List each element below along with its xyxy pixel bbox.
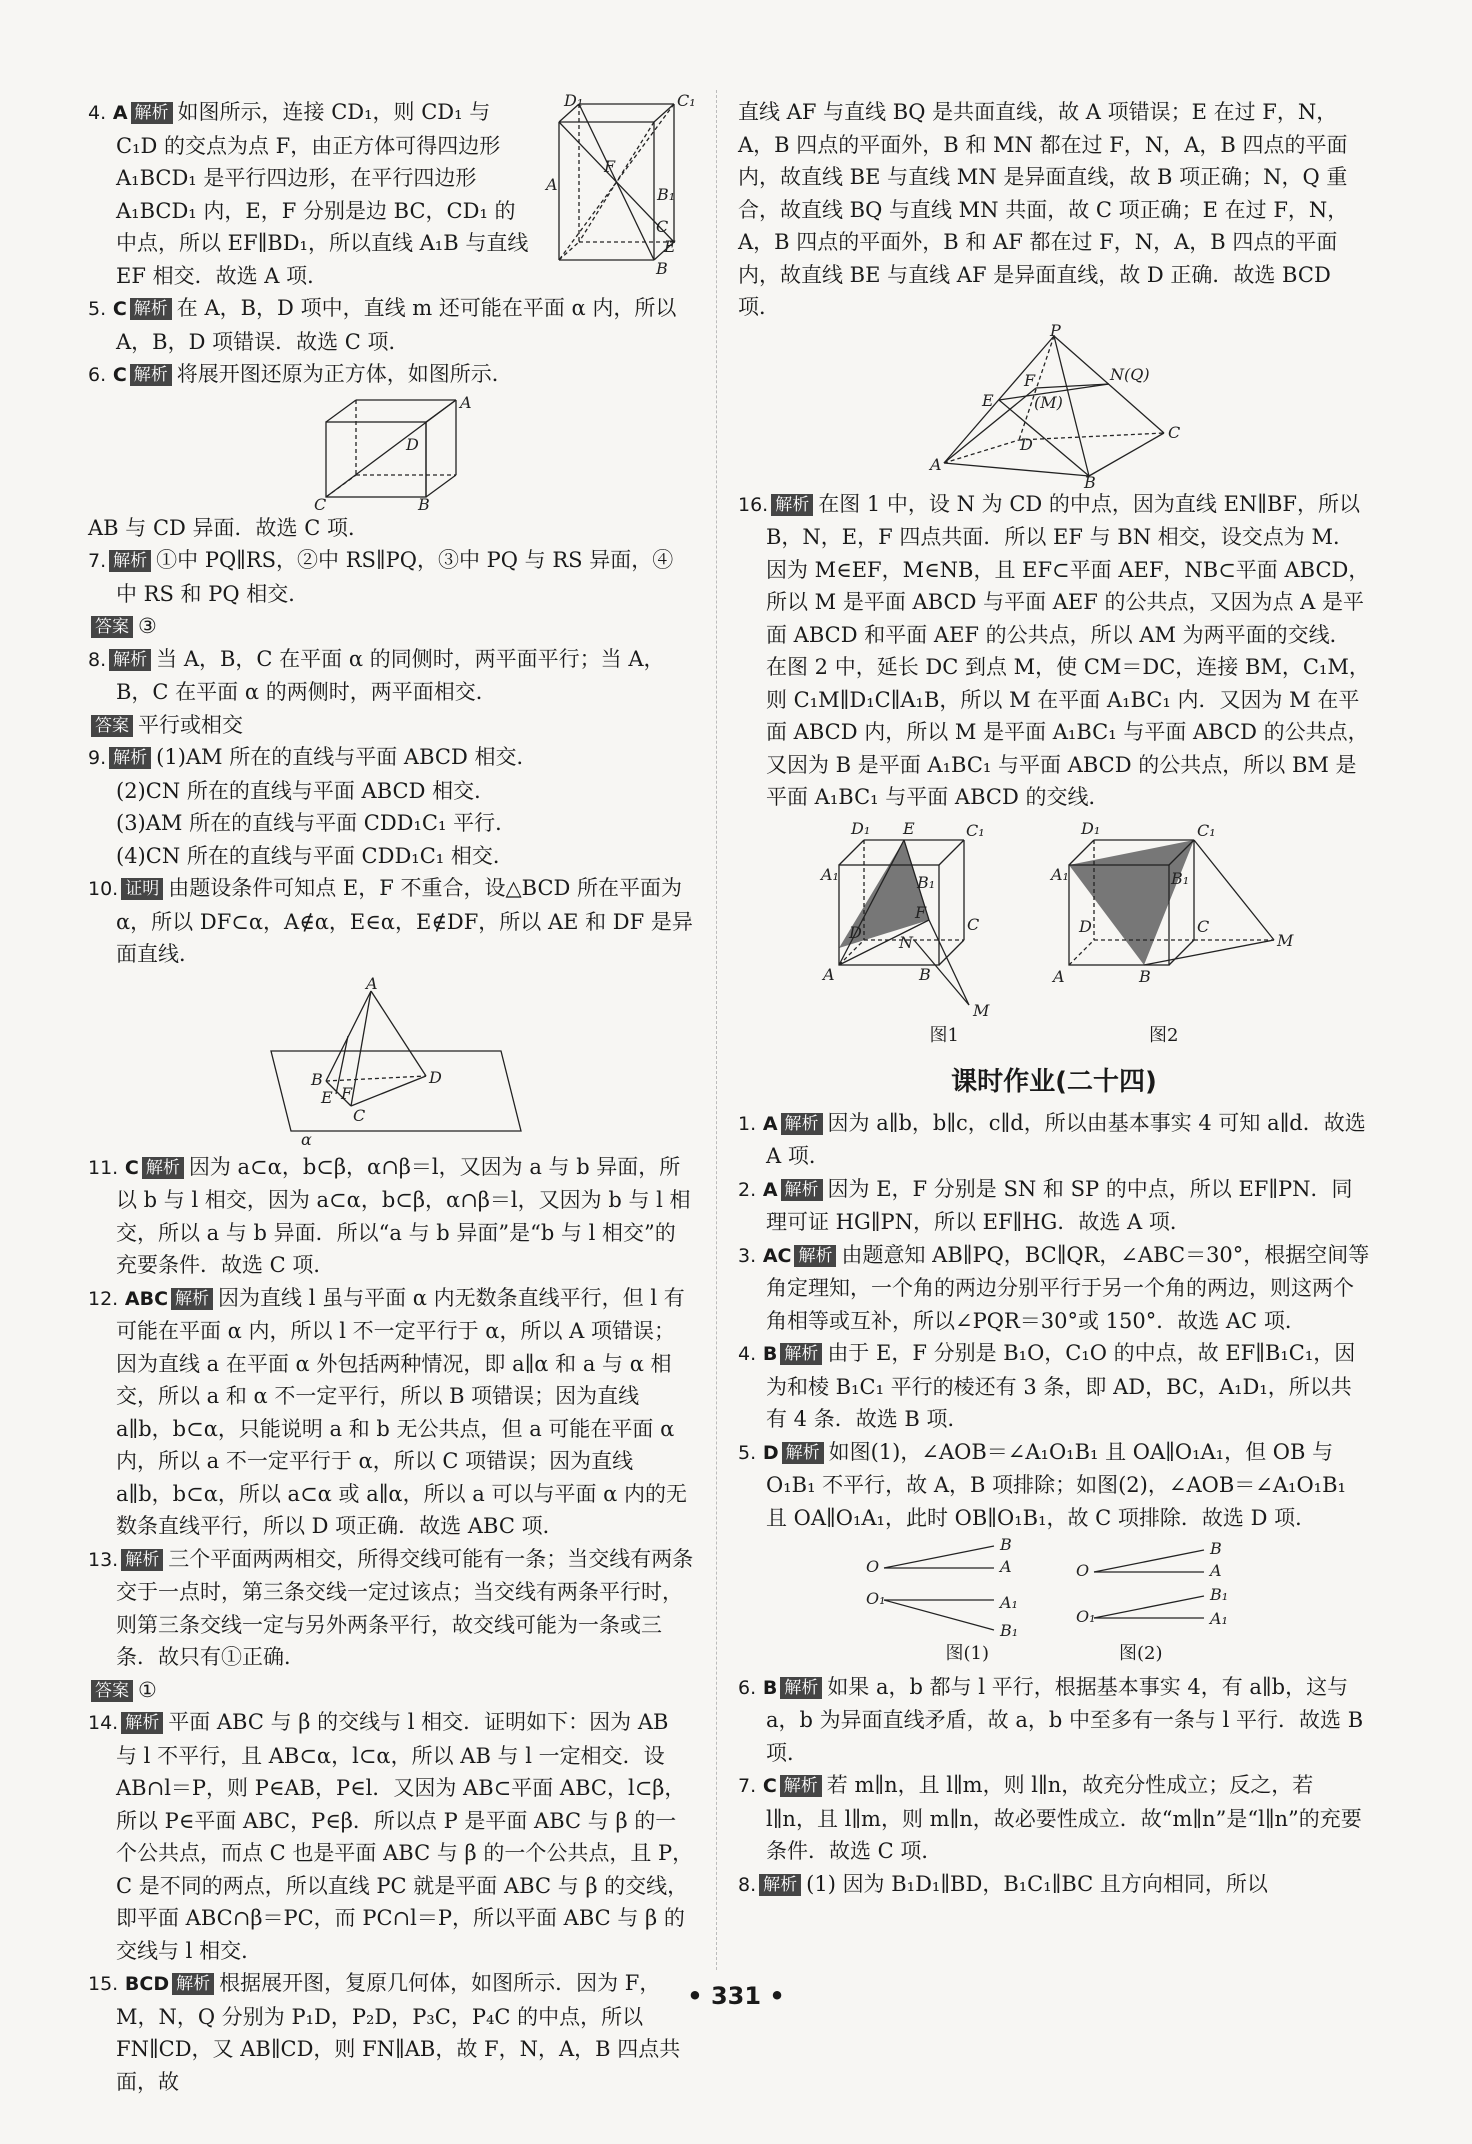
svg-text:B: B — [418, 494, 430, 514]
column-divider — [716, 90, 718, 1970]
item-15: 15. BCD 解析 根据展开图，复原几何体，如图所示．因为 F，M，N，Q 分别为 P₁D，P₂D，P₃C，P₄C 的中点，所以 FN∥CD，又 AB∥CD，则 FN∥AB，故 F，N，A，B 四点共面，故 — [88, 1971, 681, 2094]
item-j6: 6. B 解析 如果 a，b 都与 l 平行，根据基本事实 4，有 a∥b，这与 a，b 为异面直线矛盾，故 a，b 中至多有一条与 l 平行．故选 B 项． — [738, 1674, 1364, 1765]
jiexi-tag: 解析 — [121, 1712, 163, 1734]
svg-text:D: D — [1079, 916, 1092, 936]
svg-text:B₁: B₁ — [657, 185, 676, 204]
svg-text:N(Q): N(Q) — [1110, 364, 1150, 384]
tetrahedron-figure-item10 — [251, 973, 531, 1151]
svg-text:B: B — [1000, 1535, 1012, 1554]
item-j3: 3. AC 解析 由题意知 AB∥PQ，BC∥QR，∠ABC＝30°，根据空间等角定理知，一个角的两边分别平行于另一个角的两边，则这两个角相等或互补，所以∠PQR＝30°或 150°．故选 AC 项． — [738, 1242, 1370, 1333]
svg-text:D: D — [1020, 434, 1033, 454]
item-8: 8. 解析 当 A，B，C 在平面 α 的同侧时，两平面平行；当 A，B，C 在平面 α 的两侧时，两平面相交． — [88, 646, 665, 704]
svg-text:B₁: B₁ — [917, 872, 936, 892]
cube-figure-2 — [1049, 818, 1294, 1020]
jiexi-tag: 解析 — [781, 1113, 823, 1135]
svg-text:B: B — [311, 1069, 323, 1089]
svg-text:A: A — [1053, 966, 1065, 986]
item-6-conclusion: AB 与 CD 异面．故选 C 项． — [88, 515, 369, 540]
svg-text:E: E — [903, 818, 915, 838]
jiexi-tag: 解析 — [172, 1973, 214, 1995]
svg-text:A: A — [1000, 1557, 1012, 1576]
svg-text:A₁: A₁ — [821, 864, 839, 884]
jiexi-tag: 解析 — [780, 1343, 822, 1365]
svg-text:N: N — [899, 932, 913, 952]
svg-text:C₁: C₁ — [1197, 820, 1216, 840]
figure-2-caption: 图2 — [1149, 1024, 1179, 1046]
cube-figure-item6 — [306, 392, 476, 512]
item-9: 9. 解析 (1)AM 所在的直线与平面 ABCD 相交． (2)CN 所在的直线与平面 ABCD 相交． (3)AM 所在的直线与平面 CDD₁C₁ 平行． (4)CN 所在的直线与平面 CDD₁C₁ 相交． — [88, 745, 538, 868]
svg-text:O: O — [866, 1557, 880, 1576]
jiexi-tag: 解析 — [780, 1775, 822, 1797]
svg-text:B: B — [1084, 472, 1096, 492]
section-title: 课时作业(二十四) — [951, 1067, 1157, 1097]
item-6: 6. C 解析 将展开图还原为正方体，如图所示． — [88, 362, 513, 386]
jiexi-tag: 解析 — [130, 298, 172, 320]
svg-text:B: B — [1139, 966, 1151, 986]
svg-text:P: P — [1050, 320, 1061, 340]
page-number: • 331 • — [687, 1982, 785, 2010]
svg-text:A₁: A₁ — [1210, 1609, 1228, 1628]
svg-text:A: A — [546, 175, 558, 194]
svg-text:A: A — [366, 973, 378, 993]
item-text: 如图所示，连接 CD₁，则 CD₁ 与 C₁D 的交点为点 F，由正方体可得四边形 A₁BCD₁ 是平行四边形，在平行四边形 A₁BCD₁ 内，E，F 分别是边 BC，CD₁ 的中点，所以 EF∥BD₁，所以直线 A₁B 与直线 EF 相交．故选 A 项． — [116, 100, 529, 288]
figure-a-caption: 图(1) — [945, 1643, 989, 1664]
svg-text:M: M — [1277, 930, 1294, 950]
svg-text:E: E — [982, 390, 994, 410]
daan-tag: 答案 — [91, 1680, 133, 1702]
svg-text:(M): (M) — [1034, 392, 1063, 412]
svg-text:C₁: C₁ — [677, 91, 696, 110]
angle-figure-1 — [864, 1535, 1034, 1640]
jiexi-tag: 解析 — [142, 1157, 184, 1179]
item-13: 13. 解析 三个平面两两相交，所得交线可能有一条；当交线有两条交于一点时，第三条交线一定过该点；当交线有两条平行时，则第三条交线一定与另外两条平行，故交线可能为一条或三条．故只有①正确． — [88, 1546, 694, 1669]
item-7: 7. 解析 ①中 PQ∥RS，②中 RS∥PQ，③中 PQ 与 RS 异面，④中 RS 和 PQ 相交． — [88, 548, 674, 606]
item-10: 10. 证明 由题设条件可知点 E，F 不重合，设△BCD 所在平面为 α，所以 DF⊂α，A∉α，E∈α，E∉DF，所以 AE 和 DF 是异面直线． — [88, 876, 693, 966]
jiexi-tag: 解析 — [109, 550, 151, 572]
jiexi-tag: 解析 — [130, 364, 172, 386]
item-j5: 5. D 解析 如图(1)，∠AOB＝∠A₁O₁B₁ 且 OA∥O₁A₁，但 OB 与 O₁B₁ 不平行，故 A，B 项排除；如图(2)，∠AOB＝∠A₁O₁B₁ 且 OA∥O₁A₁，此时 OB∥O₁B₁，故 C 项排除．故选 D 项． — [738, 1439, 1346, 1530]
item-4-block — [88, 91, 696, 292]
svg-text:E: E — [321, 1087, 333, 1107]
svg-text:A₁: A₁ — [1051, 864, 1069, 884]
svg-text:O: O — [1076, 1561, 1090, 1580]
svg-text:F: F — [341, 1083, 353, 1103]
svg-text:A₁: A₁ — [1000, 1593, 1018, 1612]
jiexi-tag: 解析 — [771, 494, 813, 516]
jiexi-tag: 解析 — [782, 1442, 824, 1464]
item-4: 4. A 解析 如图所示，连接 CD₁，则 CD₁ 与 C₁D 的交点为点 F，由正方体可得四边形 A₁BCD₁ 是平行四边形，在平行四边形 A₁BCD₁ 内，E，F 分别是边 BC，CD₁ 的中点，所以 EF∥BD₁，所以直线 A₁B 与直线 EF 相交．故选 A 项． — [88, 100, 529, 288]
jiexi-tag: 解析 — [109, 747, 151, 769]
svg-text:C: C — [656, 217, 669, 236]
item-16-captions — [738, 1020, 1370, 1053]
item-11: 11. C 解析 因为 a⊂α，b⊂β，α∩β＝l，又因为 a 与 b 异面，所以 b 与 l 相交，因为 a⊂α，b⊂β，α∩β＝l，又因为 b 与 l 相交，所以 a 与 b 异面．所以“a 与 b 异面”是“b 与 l 相交”的充要条件．故选 C 项． — [88, 1154, 691, 1277]
cube-figure-item4 — [544, 92, 694, 282]
item-13-answer: 答案 ① — [88, 1674, 694, 1707]
svg-text:B₁: B₁ — [1000, 1621, 1019, 1640]
figure-1-caption: 图1 — [929, 1024, 959, 1046]
svg-text:O₁: O₁ — [866, 1589, 886, 1608]
item-j2: 2. A 解析 因为 E，F 分别是 SN 和 SP 的中点，所以 EF∥PN．同理可证 HG∥PN，所以 EF∥HG．故选 A 项． — [738, 1176, 1353, 1234]
svg-text:A: A — [930, 454, 942, 474]
svg-text:B: B — [919, 964, 931, 984]
item-j7: 7. C 解析 若 m∥n，且 l∥m，则 l∥n，故充分性成立；反之，若 l∥n，且 l∥m，则 m∥n，故必要性成立．故“m∥n”是“l∥n”的充要条件．故选 C 项． — [738, 1773, 1362, 1863]
svg-text:B₁: B₁ — [1171, 868, 1190, 888]
right-column — [738, 96, 1370, 1901]
item-16-figures — [738, 820, 1370, 1020]
jiexi-tag: 解析 — [759, 1874, 801, 1896]
figure-b-caption: 图(2) — [1119, 1643, 1163, 1664]
svg-text:B₁: B₁ — [1210, 1585, 1229, 1604]
svg-text:D: D — [406, 434, 419, 454]
svg-text:B: B — [656, 259, 668, 278]
svg-text:F: F — [604, 157, 616, 176]
item-15-continued: 直线 AF 与直线 BQ 是共面直线，故 A 项错误；E 在过 F，N，A，B 四点的平面外，B 和 MN 都在过 F，N，A，B 四点的平面内，故直线 BE 与直线 MN 是异面直线，故 B 项正确；N，Q 重合，故直线 BQ 与直线 MN 共面，故 C 项正确；E 在过 F，N，A，B 四点的平面外，B 和 AF 都在过 F，N，A，B 四点的平面内，故直线 BE 与直线 AF 是异面直线，故 D 正确．故选 BCD 项． — [738, 100, 1349, 319]
svg-text:D: D — [849, 922, 862, 942]
zhengming-tag: 证明 — [121, 878, 163, 900]
svg-text:E: E — [664, 237, 676, 256]
cube-figure-1 — [819, 820, 1019, 1020]
svg-text:C: C — [967, 914, 980, 934]
item-16: 16. 解析 在图 1 中，设 N 为 CD 的中点，因为直线 EN∥BF，所以 B，N，E，F 四点共面．所以 EF 与 BN 相交，设交点为 M．因为 M∈EF，M∈NB，且 EF⊂平面 AEF，NB⊂平面 ABCD，所以 M 是平面 ABCD 与平面 AEF 的公共点，又因为点 A 是平面 ABCD 和平面 AEF 的公共点，所以 AM 为两平面的交线． 在图 2 中，延长 DC 到点 M，使 CM＝DC，连接 BM，C₁M，则 C₁M∥D₁C∥A₁B，所以 M 在平面 A₁BC₁ 内．又因为 M 在平面 ABCD 内，所以 M 是平面 A₁BC₁ 与平面 ABCD 的公共点，又因为 B 是平面 A₁BC₁ 与平面 ABCD 的公共点，所以 BM 是平面 A₁BC₁ 与平面 ABCD 的交线． — [738, 491, 1370, 809]
svg-text:F: F — [1024, 370, 1036, 390]
svg-text:M: M — [973, 1000, 990, 1020]
svg-text:D: D — [429, 1067, 442, 1087]
svg-text:A: A — [460, 392, 472, 412]
left-column — [88, 91, 696, 2098]
jiexi-tag: 解析 — [171, 1288, 213, 1310]
item-7-answer: 答案 ③ — [88, 610, 694, 643]
item-12: 12. ABC 解析 因为直线 l 虽与平面 α 内无数条直线平行，但 l 有可能在平面 α 内，所以 l 不一定平行于 α，所以 A 项错误；因为直线 a 在平面 α 外包括两种情况，即 a∥α 和 a 与 α 相交，所以 a 和 α 不一定平行，所以 B 项错误；因为直线 a∥b，b⊂α，只能说明 a 和 b 无公共点，但 a 可能在平面 α 内，所以 a 不一定平行于 α，所以 C 项错误；因为直线 a∥b，b⊂α，所以 a⊂α 或 a∥α，所以 a 可以与平面 α 内的无数条直线平行，所以 D 项正确．故选 ABC 项． — [88, 1285, 688, 1538]
pyramid-figure-item15 — [924, 320, 1184, 492]
angle-figure-2 — [1074, 1538, 1244, 1638]
item-j5-captions — [738, 1638, 1370, 1671]
item-5: 5. C 解析 在 A，B，D 项中，直线 m 还可能在平面 α 内，所以 A，B，D 项错误．故选 C 项． — [88, 296, 677, 354]
item-14: 14. 解析 平面 ABC 与 β 的交线与 l 相交．证明如下：因为 AB 与 l 不平行，且 AB⊂α，l⊂α，所以 AB 与 l 一定相交．设 AB∩l＝P，则 P∈AB，P∈l．又因为 AB⊂平面 ABC，l⊂β，所以 P∈平面 ABC，P∈β．所以点 P 是平面 ABC 与 β 的一个公共点，而点 C 也是平面 ABC 与 β 的一个公共点，且 P，C 是不同的两点，所以直线 PC 就是平面 ABC 与 β 的交线，即平面 ABC∩β＝PC，而 PC∩l＝P，所以平面 ABC 与 β 的交线与 l 相交． — [88, 1710, 694, 1963]
item-j4: 4. B 解析 由于 E，F 分别是 B₁O，C₁O 的中点，故 EF∥B₁C₁，因为和棱 B₁C₁ 平行的棱还有 3 条，即 AD，BC，A₁D₁，所以共有 4 条．故选 B 项． — [738, 1341, 1356, 1431]
item-j8: 8. 解析 (1) 因为 B₁D₁∥BD，B₁C₁∥BC 且方向相同，所以 — [738, 1871, 1268, 1896]
svg-text:B: B — [1210, 1539, 1222, 1558]
item-j1: 1. A 解析 因为 a∥b，b∥c，c∥d，所以由基本事实 4 可知 a∥d．故选 A 项． — [738, 1110, 1366, 1168]
item-8-answer: 答案 平行或相交 — [88, 709, 694, 742]
svg-text:C: C — [314, 494, 327, 514]
jiexi-tag: 解析 — [781, 1179, 823, 1201]
svg-text:α: α — [301, 1129, 312, 1149]
svg-text:A: A — [823, 964, 835, 984]
svg-text:D₁: D₁ — [564, 91, 584, 110]
jiexi-tag: 解析 — [780, 1677, 822, 1699]
svg-text:C: C — [353, 1105, 366, 1125]
svg-text:F: F — [915, 902, 927, 922]
daan-tag: 答案 — [91, 616, 133, 638]
jiexi-tag: 解析 — [109, 649, 151, 671]
jiexi-tag: 解析 — [794, 1245, 836, 1267]
svg-text:A: A — [1210, 1561, 1222, 1580]
svg-text:C: C — [1168, 422, 1181, 442]
svg-text:D₁: D₁ — [1081, 818, 1101, 838]
svg-text:D₁: D₁ — [851, 818, 871, 838]
item-j5-figures — [738, 1535, 1370, 1640]
jiexi-tag: 解析 — [131, 102, 173, 124]
svg-text:O₁: O₁ — [1076, 1607, 1096, 1626]
answer-letter: A — [112, 102, 128, 124]
svg-text:C₁: C₁ — [966, 820, 985, 840]
jiexi-tag: 解析 — [121, 1549, 163, 1571]
daan-tag: 答案 — [91, 715, 133, 737]
svg-text:C: C — [1197, 916, 1210, 936]
